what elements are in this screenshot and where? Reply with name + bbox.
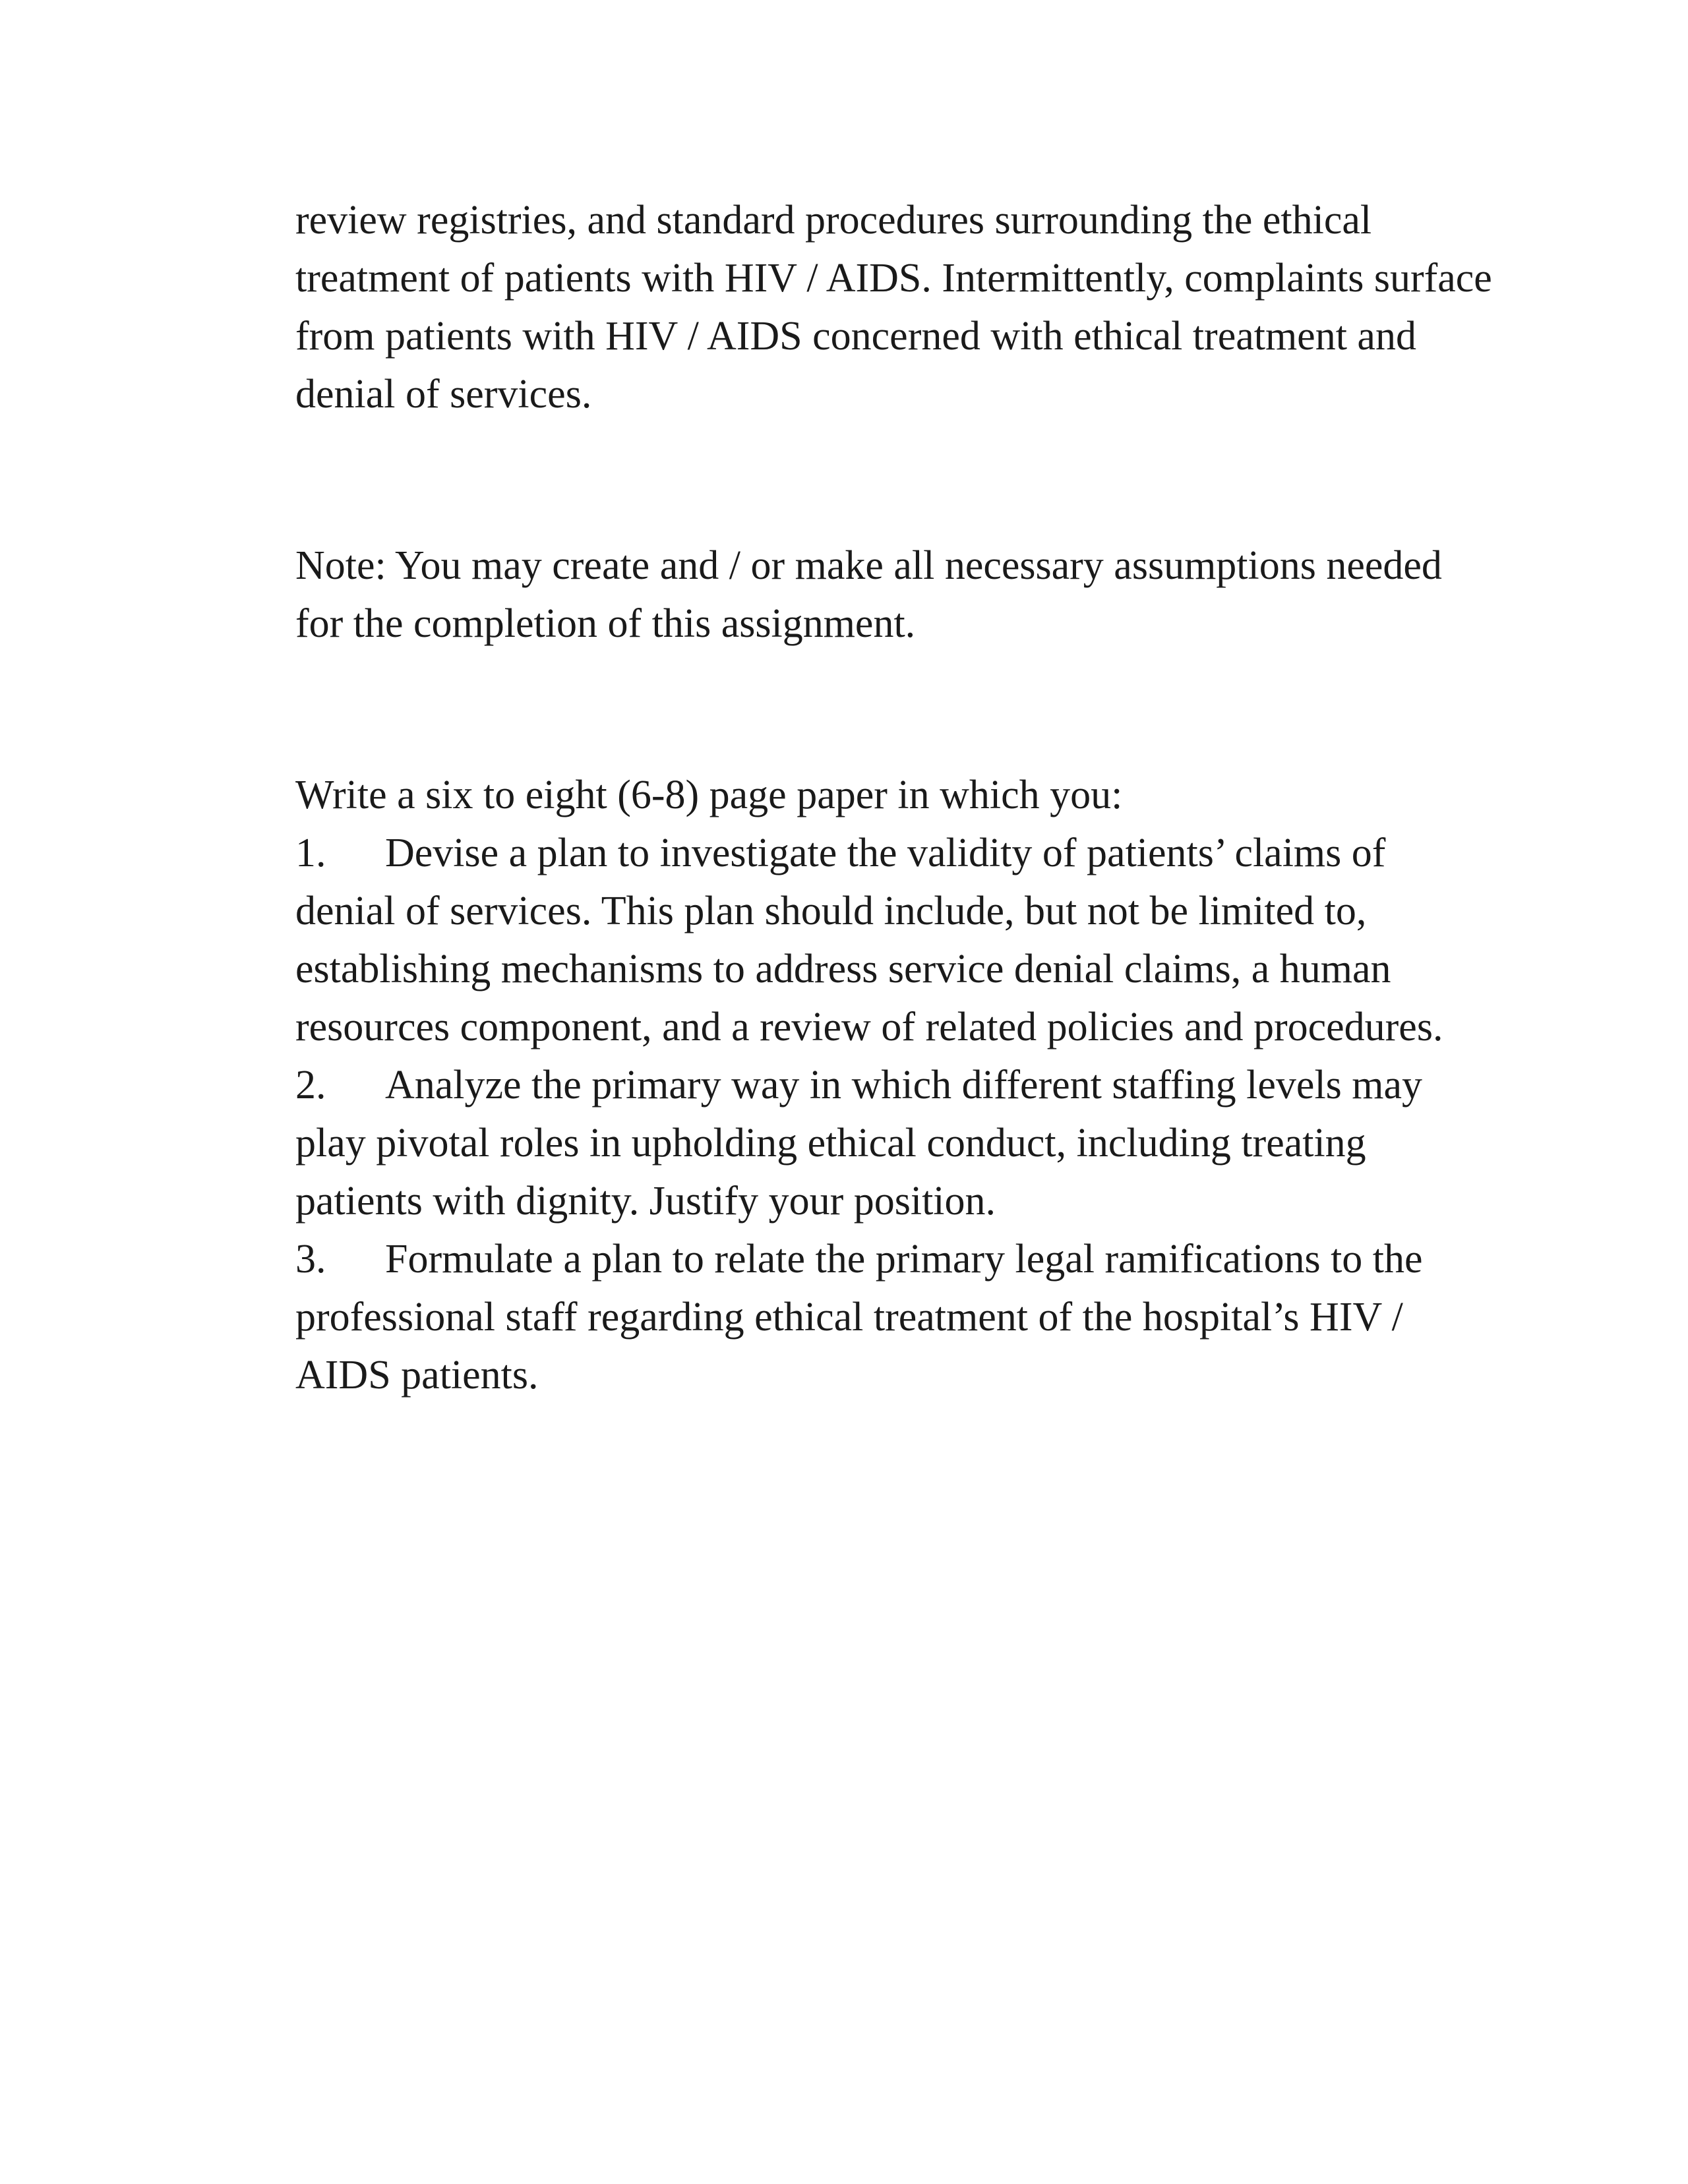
list-item-number: 1. [295,831,326,875]
list-item-3 [295,1230,1495,1404]
list-item-text: Analyze the primary way in which different staffing levels may play pivotal roles in upholding ethical conduct, including treating patients with dignity. Justify your position. [295,1063,1423,1224]
list-item-text: Devise a plan to investigate the validity of patients’ claims of denial of services. This plan should include, but not be limited to, establishing mechanisms to address service denial claims, a human resources component, and a review of related policies and procedures. [295,831,1443,1049]
intro-paragraph: review registries, and standard procedures surrounding the ethical treatment of patients with HIV / AIDS. Intermittently, complaints surface from patients with HIV / AIDS concerned with ethical treatment and denial of services. [295,198,1492,417]
note-paragraph: Note: You may create and / or make all necessary assumptions needed for the completion of this assignment. [295,543,1442,646]
list-item-text: Formulate a plan to relate the primary legal ramifications to the professional staff regarding ethical treatment of the hospital’s HIV / AIDS patients. [295,1237,1423,1398]
instruction-paragraph: Write a six to eight (6-8) page paper in which you: [295,773,1123,817]
list-item-2 [295,1056,1495,1230]
list-item-number: 2. [295,1063,326,1107]
list-item-number: 3. [295,1237,326,1282]
list-item-1 [295,824,1495,1056]
document-body [295,191,1495,1404]
